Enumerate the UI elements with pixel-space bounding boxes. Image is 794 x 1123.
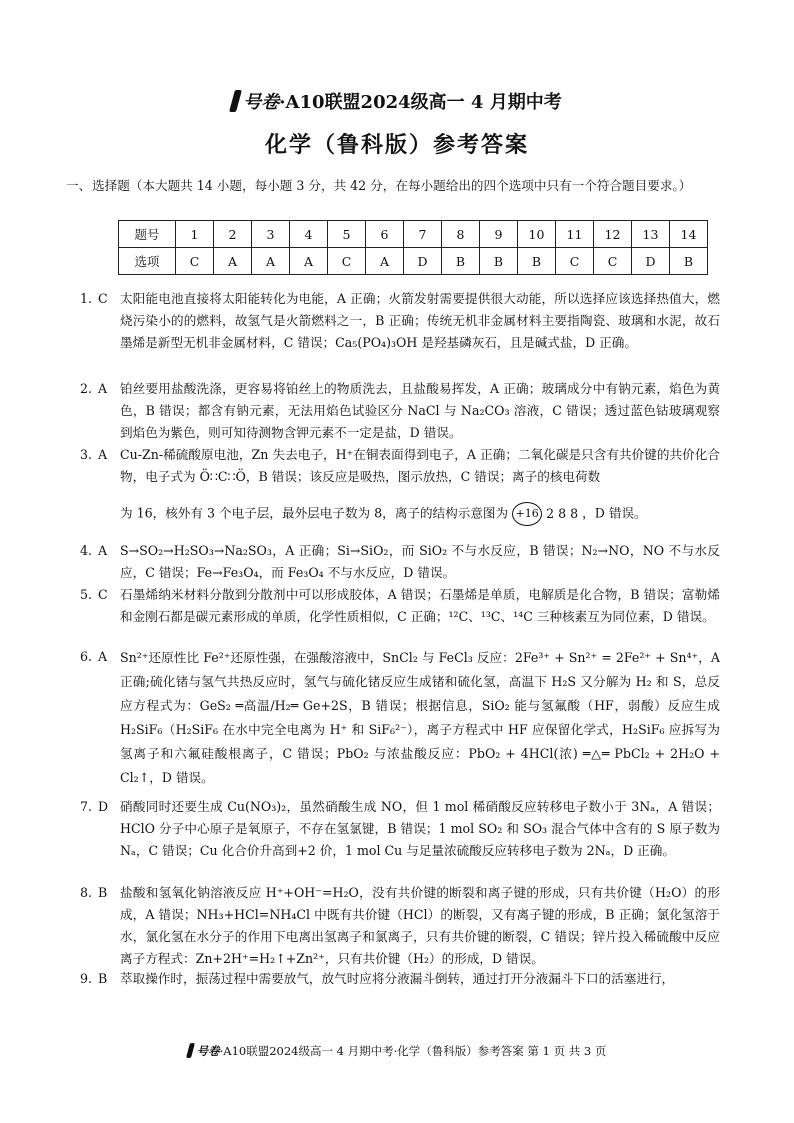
electron-shells: 2 8 8 (546, 506, 579, 521)
table-cell: B (480, 248, 518, 275)
ion-structure-diagram (512, 502, 578, 526)
question-explanation: Cu-Zn-稀硫酸原电池，Zn 失去电子，H⁺在铜表面得到电子，A 正确；二氧化碳是只含有共价键的共价化合物，电子式为 Ö∷C∷Ö，B 错误；该反应是吸热，图示放热，C 错误；离子的核电荷数 (120, 447, 720, 484)
table-cell: 14 (670, 221, 708, 248)
question-4 (80, 540, 720, 584)
table-row-numbers (119, 221, 708, 248)
table-cell: 11 (556, 221, 594, 248)
question-explanation: 石墨烯纳米材料分散到分散剂中可以形成胶体，A 错误；石墨烯是单质，电解质是化合物，B 错误；富勒烯和金刚石都是碳元素形成的单质，化学性质相似，C 正确；¹²C、¹³C、¹⁴C 三种核素互为同位素，D 错误。 (120, 587, 720, 624)
table-cell: 7 (404, 221, 442, 248)
table-cell: D (404, 248, 442, 275)
nucleus-charge: +16 (512, 502, 542, 526)
question-explanation-cont: 为 16，核外有 3 个电子层，最外层电子数为 8，离子的结构示意图为 (120, 505, 509, 521)
table-cell: 8 (442, 221, 480, 248)
question-5 (80, 584, 720, 628)
question-explanation: S→SO₂→H₂SO₃→Na₂SO₃，A 正确；Si→SiO₂，而 SiO₂ 不与水反应，B 错误；N₂→NO，NO 不与水反应，C 错误；Fe→Fe₃O₄，而 Fe₃O₄ 不与水反应，D 错误。 (120, 543, 720, 580)
question-explanation: 萃取操作时，振荡过程中需要放气，放气时应将分液漏斗倒转，通过打开分液漏斗下口的活塞进行， (120, 971, 675, 986)
exam-title (0, 88, 794, 114)
table-cell: C (594, 248, 632, 275)
question-answer: C (98, 291, 108, 306)
table-cell: 9 (480, 221, 518, 248)
question-explanation: 硝酸同时还要生成 Cu(NO₃)₂，虽然硝酸生成 NO，但 1 mol 稀硝酸反应转移电子数小于 3Nₐ，A 错误；HClO 分子中心原子是氧原子，不存在氢氯键，B 错误；1 mol SO₂ 和 SO₃ 混合气体中含有的 S 原子数为 Nₐ，C 错误；Cu 化合价升高到+2 价，1 mol Cu 与足量浓硫酸反应转移电子数为 2Nₐ，D 正确。 (120, 799, 720, 858)
section-text: 选择题（本大题共 14 小题，每小题 3 分，共 42 分，在每小题给出的四个选项中只有一个符合题目要求。） (92, 178, 692, 193)
table-row-answers (119, 248, 708, 275)
question-answer: C (98, 587, 108, 602)
table-cell: C (328, 248, 366, 275)
question-answer: A (98, 381, 108, 396)
question-explanation-end: ，D 错误。 (582, 505, 647, 521)
question-number: 2. (80, 381, 93, 396)
question-3 (80, 444, 720, 526)
footer-text: ·A10联盟2024级高一 4 月期中考·化学（鲁科版）参考答案 第 1 页 共 3 页 (219, 1044, 607, 1058)
table-cell: A (252, 248, 290, 275)
table-cell: 4 (290, 221, 328, 248)
question-number: 6. (80, 649, 93, 664)
question-2 (80, 378, 720, 444)
question-7 (80, 796, 720, 862)
table-cell: B (670, 248, 708, 275)
table-cell: B (442, 248, 480, 275)
section-heading (66, 176, 726, 196)
question-number: 9. (80, 971, 93, 986)
page-footer (0, 1043, 794, 1059)
question-8 (80, 882, 720, 970)
table-cell: 10 (518, 221, 556, 248)
section-index: 一、 (66, 178, 92, 193)
brand-name: 号卷 (243, 92, 280, 113)
table-cell: 6 (366, 221, 404, 248)
table-cell: A (214, 248, 252, 275)
table-cell: A (366, 248, 404, 275)
table-header: 选项 (119, 248, 176, 275)
question-number: 7. (80, 799, 93, 814)
question-answer: A (98, 447, 108, 462)
question-answer: D (98, 799, 109, 814)
question-number: 8. (80, 885, 93, 900)
table-cell: B (518, 248, 556, 275)
page-title: 化学（鲁科版）参考答案 (264, 132, 529, 158)
question-1 (80, 288, 720, 354)
question-answer: A (98, 543, 108, 558)
table-cell: C (176, 248, 214, 275)
table-cell: C (556, 248, 594, 275)
question-explanation: 太阳能电池直接将太阳能转化为电能，A 正确；火箭发射需要提供很大动能，所以选择应该选择热值大，燃烧污染小的的燃料，故氢气是火箭燃料之一，B 正确；传统无机非金属材料主要指陶瓷、玻璃和水泥，故石墨烯是新型无机非金属材料，C 错误；Ca₅(PO₄)₃OH 是羟基磷灰石，且是碱式盐，D 正确。 (120, 291, 720, 350)
question-number: 5. (80, 587, 93, 602)
question-answer: A (98, 649, 108, 664)
answer-table (118, 220, 708, 275)
footer-brand: 号卷 (196, 1044, 220, 1058)
question-number: 4. (80, 543, 93, 558)
table-cell: D (632, 248, 670, 275)
table-header: 题号 (119, 221, 176, 248)
question-explanation: 铂丝要用盐酸洗涤，更容易将铂丝上的物质洗去，且盐酸易挥发，A 正确；玻璃成分中有钠元素，焰色为黄色，B 错误；都含有钠元素，无法用焰色试验区分 NaCl 与 Na₂CO₃ 溶液，C 错误；透过蓝色钴玻璃观察到焰色为紫色，则可知待测物含钾元素不一定是盐，D 错误。 (120, 381, 720, 440)
question-explanation: Sn²⁺还原性比 Fe²⁺还原性强，在强酸溶液中，SnCl₂ 与 FeCl₃ 反应：2Fe³⁺ + Sn²⁺ = 2Fe²⁺ + Sn⁴⁺，A 正确;硫化锗与氢气共热反应时，氢气与硫化锗反应生成锗和硫化氢，高温下 H₂S 又分解为 H₂ 和 S，总反应方程式为：GeS₂ ═高温/H₂═ Ge+2S，B 错误；根据信息，SiO₂ 能与氢氟酸（HF，弱酸）反应生成 H₂SiF₆（H₂SiF₆ 在水中完全电离为 H⁺ 和 SiF₆²⁻），离子方程式中 HF 应保留化学式，H₂SiF₆ 应拆写为氢离子和六氟硅酸根离子，C 错误；PbO₂ 与浓盐酸反应：PbO₂ + 4HCl(浓) ═△═ PbCl₂ + 2H₂O + Cl₂↑，D 错误。 (120, 650, 720, 785)
brand-logo-icon (229, 90, 242, 112)
table-cell: 5 (328, 221, 366, 248)
question-answer: B (98, 885, 108, 900)
question-answer: B (98, 971, 108, 986)
question-number: 1. (80, 291, 93, 306)
table-cell: 3 (252, 221, 290, 248)
exam-title-text: ·A10联盟2024级高一 4 月期中考 (279, 92, 562, 113)
brand-logo-icon (186, 1043, 195, 1058)
question-explanation: 盐酸和氢氧化钠溶液反应 H⁺+OH⁻=H₂O，没有共价键的断裂和离子键的形成，只有共价键（H₂O）的形成，A 错误；NH₃+HCl=NH₄Cl 中既有共价键（HCl）的断裂，又有离子键的形成，B 正确；氯化氢溶于水，氯化氢在水分子的作用下电离出氢离子和氯离子，只有共价键的断裂，C 错误；锌片投入稀硫酸中反应离子方程式：Zn+2H⁺=H₂↑+Zn²⁺，只有共价键（H₂）的形成，D 错误。 (120, 885, 720, 966)
table-cell: 1 (176, 221, 214, 248)
table-cell: 12 (594, 221, 632, 248)
table-cell: 2 (214, 221, 252, 248)
question-number: 3. (80, 447, 93, 462)
question-6 (80, 646, 720, 790)
table-cell: A (290, 248, 328, 275)
table-cell: 13 (632, 221, 670, 248)
question-9 (80, 968, 720, 990)
